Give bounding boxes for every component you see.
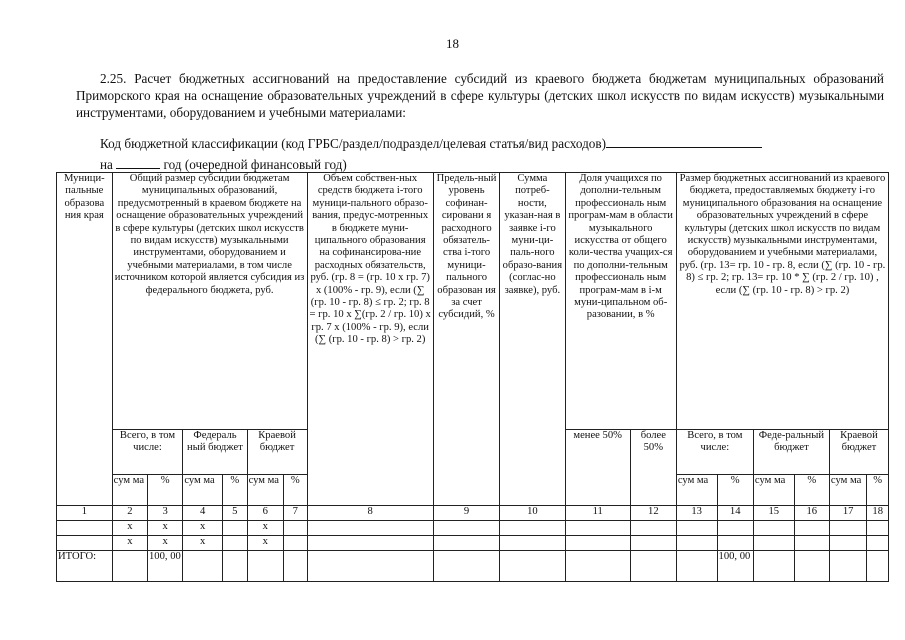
x-mark: х: [247, 536, 283, 551]
budget-table: [56, 172, 889, 582]
column-number: 6: [247, 506, 283, 521]
heading-number: 2.25.: [100, 71, 127, 86]
column-number: 8: [307, 506, 433, 521]
header-federal: Федераль ный бюджет: [183, 430, 247, 475]
column-number: 12: [630, 506, 676, 521]
x-mark: х: [148, 521, 183, 536]
column-number: 15: [753, 506, 794, 521]
total-row: [57, 551, 889, 582]
column-number: 5: [222, 506, 247, 521]
column-number: 1: [57, 506, 113, 521]
column-number-row: [57, 506, 889, 521]
heading-text: Расчет бюджетных ассигнований на предоставление субсидий из краевого бюджета бюджетам муниципальных образований Приморского края на оснащение образовательных учреждений в сфере культуры (детских школ искусств по видам искусств) музыкальными инструментами, оборудованием и учебными материалами:: [76, 71, 884, 120]
total-pct: 100, 00: [717, 551, 753, 582]
header-summa: сум ма: [247, 475, 283, 506]
section-heading: [76, 70, 884, 121]
column-number: 14: [717, 506, 753, 521]
header-col9: Предель-ный уровень софинан-сировани я расходного обязатель-ства i-того муници-пального образован ия за счет субсидий, %: [433, 173, 499, 506]
page-number: 18: [446, 36, 459, 51]
column-number: 17: [829, 506, 866, 521]
year-prefix: на: [100, 157, 113, 172]
header-summa: сум ма: [676, 475, 717, 506]
column-number: 2: [112, 506, 147, 521]
total-pct: 100, 00: [148, 551, 183, 582]
header-summa: сум ма: [112, 475, 147, 506]
header-pct: %: [717, 475, 753, 506]
header-pct: %: [222, 475, 247, 506]
column-number: 11: [565, 506, 630, 521]
header-kraevoy-2: Краевой бюджет: [829, 430, 888, 475]
header-summa: сум ма: [829, 475, 866, 506]
budget-code-label: Код бюджетной классификации (код ГРБС/раздел/подраздел/целевая статья/вид расходов): [100, 136, 606, 151]
header-pct: %: [148, 475, 183, 506]
x-mark: х: [148, 536, 183, 551]
header-total-subsidy: Общий размер субсидии бюджетам муниципальных образований, предусмотренный в краевом бюджете на оснащение образовательных учреждений в сфере культуры (детских школ искусств по видам искусств) музыкальными инструментами, оборудованием и учебными материалами, в том числе источником которой является субсидия из федерального бюджета, руб.: [112, 173, 307, 430]
header-share: Доля учащихся по дополни-тельным профессиональ ным програм-мам в области музыкального искусства от общего коли-чества учащих-ся по дополни-тельным профессиональ ным програм-мам в i-м муни-ципальном об-разовании, в %: [565, 173, 676, 430]
header-summa: сум ма: [183, 475, 223, 506]
column-number: 18: [867, 506, 889, 521]
header-size: Размер бюджетных ассигнований из краевого бюджета, предоставляемых бюджету i-го муниципального образования на оснащение образовательных учреждений в сфере культуры (детских школ искусств по видам искусств) музыкальными инструментами, оборудованием и учебными материалами, руб. (гр. 13= гр. 10 - гр. 8, если (∑ (гр. 10 - гр. 8) ≤ гр. 2; гр. 13= гр. 10 * ∑ (гр. 2 / гр. 10) , если (∑ (гр. 10 - гр. 8) > гр. 2): [676, 173, 888, 430]
header-vsego-2: Всего, в том числе:: [676, 430, 753, 475]
header-pct: %: [283, 475, 307, 506]
header-pct: %: [867, 475, 889, 506]
table-row: [57, 536, 889, 551]
header-vsego: Всего, в том числе:: [112, 430, 183, 475]
x-mark: х: [183, 521, 223, 536]
year-blank: [116, 156, 160, 169]
table-row: [57, 521, 889, 536]
header-col10: Сумма потреб-ности, указан-ная в заявке i-го муни-ци-паль-ного образо-вания (соглас-но заявке), руб.: [500, 173, 565, 506]
header-col8: Объем собствен-ных средств бюджета i-того муници-пального образо-вания, предус-мотренных в бюджете муни-ципального образования на софинансирова-ние расходных обязательств, руб. (гр. 8 = (гр. 10 х гр. 7) х (100% - гр. 9), если (∑ (гр. 10 - гр. 8) ≤ гр. 2; гр. 8 = гр. 10 х ∑(гр. 2 / гр. 10) х гр. 7 х (100% - гр. 9), если (∑ (гр. 10 - гр. 8) > гр. 2): [307, 173, 433, 506]
column-number: 3: [148, 506, 183, 521]
budget-code-line: [100, 135, 762, 152]
header-pct: %: [794, 475, 829, 506]
year-suffix: год (очередной финансовый год): [163, 157, 347, 172]
column-number: 7: [283, 506, 307, 521]
x-mark: х: [247, 521, 283, 536]
column-number: 13: [676, 506, 717, 521]
budget-code-blank: [606, 135, 762, 148]
header-more-50: более 50%: [630, 430, 676, 506]
total-label: ИТОГО:: [57, 551, 113, 582]
column-number: 9: [433, 506, 499, 521]
column-number: 4: [183, 506, 223, 521]
column-number: 10: [500, 506, 565, 521]
header-summa: сум ма: [753, 475, 794, 506]
header-less-50: менее 50%: [565, 430, 630, 506]
year-line: [100, 156, 347, 173]
x-mark: х: [112, 536, 147, 551]
x-mark: х: [183, 536, 223, 551]
column-number: 16: [794, 506, 829, 521]
header-federal-2: Феде-ральный бюджет: [753, 430, 829, 475]
header-municipality: Муници-пальные образова ния края: [57, 173, 113, 506]
header-kraevoy: Краевой бюджет: [247, 430, 307, 475]
x-mark: х: [112, 521, 147, 536]
